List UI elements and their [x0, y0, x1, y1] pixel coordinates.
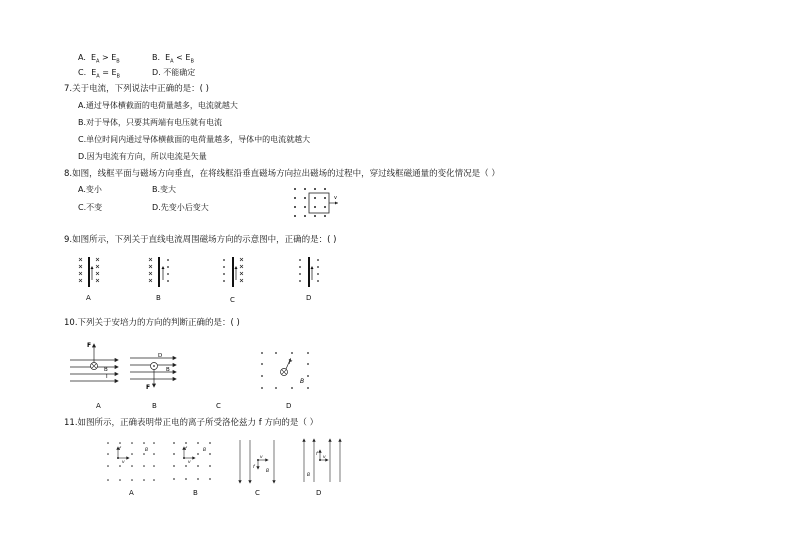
q11d-force-label: f — [316, 452, 318, 457]
q10-figure-a — [68, 340, 124, 390]
wire-frame — [309, 193, 329, 213]
q10a-current-label: I — [106, 374, 108, 380]
q6-option-d: D. 不能确定 — [152, 68, 196, 77]
q9-figure-a — [76, 256, 104, 290]
q11-label-b: B — [193, 489, 198, 497]
q10-stem: 10.下列关于安培力的方向的判断正确的是：( ) — [64, 318, 240, 328]
q10b-region-label: D — [158, 353, 163, 359]
q11a-velocity-label: v — [122, 460, 125, 465]
q10-figure-d — [258, 350, 314, 396]
q7-option-a: A.通过导体横截面的电荷量越多，电流就越大 — [78, 101, 238, 110]
q11d-velocity-label: v — [323, 455, 326, 460]
q10-label-b: B — [152, 402, 157, 410]
q9-label-a: A — [86, 294, 91, 302]
q11d-field-label: B — [307, 473, 311, 478]
q6-option-b: B. $E_A < E_B$ — [152, 53, 194, 65]
q11a-force-label: f — [119, 447, 121, 452]
q11b-field-label: B — [203, 448, 207, 453]
q6-option-c: C. $E_A = E_B$ — [78, 68, 120, 80]
q11b-force-label: f — [185, 447, 187, 452]
q7-option-b: B.对于导体，只要其两端有电压就有电流 — [78, 118, 223, 127]
q8-option-d: D.先变小后变大 — [152, 203, 209, 212]
q11-label-c: C — [255, 489, 260, 497]
q10-label-d: D — [286, 402, 292, 410]
q8-figure — [290, 185, 350, 221]
q9-figure-c — [220, 256, 248, 290]
q10a-field-label: B — [104, 367, 108, 373]
q11a-field-label: B — [145, 448, 149, 453]
q11-figure-a — [104, 440, 158, 484]
q8-option-c: C.不变 — [78, 203, 103, 212]
q10d-field-label: B — [300, 378, 305, 385]
q8-stem: 8.如图，线框平面与磁场方向垂直，在将线框沿垂直磁场方向拉出磁场的过程中，穿过线框磁通量的变化情况是（ ） — [64, 169, 500, 179]
q11-stem: 11.如图所示，正确表明带正电的离子所受洛伦兹力 f 方向的是（ ） — [64, 418, 319, 428]
q10b-field-label: B — [166, 367, 170, 373]
q10-label-c: C — [216, 402, 221, 410]
q11-figure-d — [300, 438, 344, 484]
q6-option-a: A. $E_A > E_B$ — [78, 53, 120, 65]
q9-label-b: B — [156, 294, 161, 302]
q11-label-a: A — [129, 489, 134, 497]
q9-stem: 9.如图所示，下列关于直线电流周围磁场方向的示意图中，正确的是：( ) — [64, 235, 337, 245]
q7-option-c: C.单位时间内通过导体横截面的电荷量越多，导体中的电流就越大 — [78, 135, 311, 144]
q7-option-d: D.因为电流有方向，所以电流是矢量 — [78, 152, 207, 161]
q11-figure-b — [170, 440, 222, 484]
q11-label-d: D — [316, 489, 322, 497]
q9-figure-d — [296, 256, 324, 290]
velocity-label: v — [334, 195, 337, 201]
q11c-force-label: f — [253, 465, 255, 470]
q10b-force-label: F — [146, 384, 151, 391]
q11c-field-label: B — [266, 469, 270, 474]
q10-label-a: A — [96, 402, 101, 410]
q8-option-a: A.变小 — [78, 185, 102, 194]
q8-option-b: B.变大 — [152, 185, 177, 194]
q11c-velocity-label: v — [260, 455, 263, 460]
q11-figure-c — [236, 438, 280, 484]
q9-label-c: C — [230, 296, 235, 304]
q10-figure-b — [128, 354, 184, 394]
q9-label-d: D — [306, 294, 312, 302]
q7-stem: 7.关于电流，下列说法中正确的是：( ) — [64, 84, 209, 94]
q10d-force-label: F — [289, 360, 293, 366]
q9-figure-b — [146, 256, 174, 290]
q10a-force-label: F — [87, 342, 92, 349]
q11b-velocity-label: v — [188, 460, 191, 465]
